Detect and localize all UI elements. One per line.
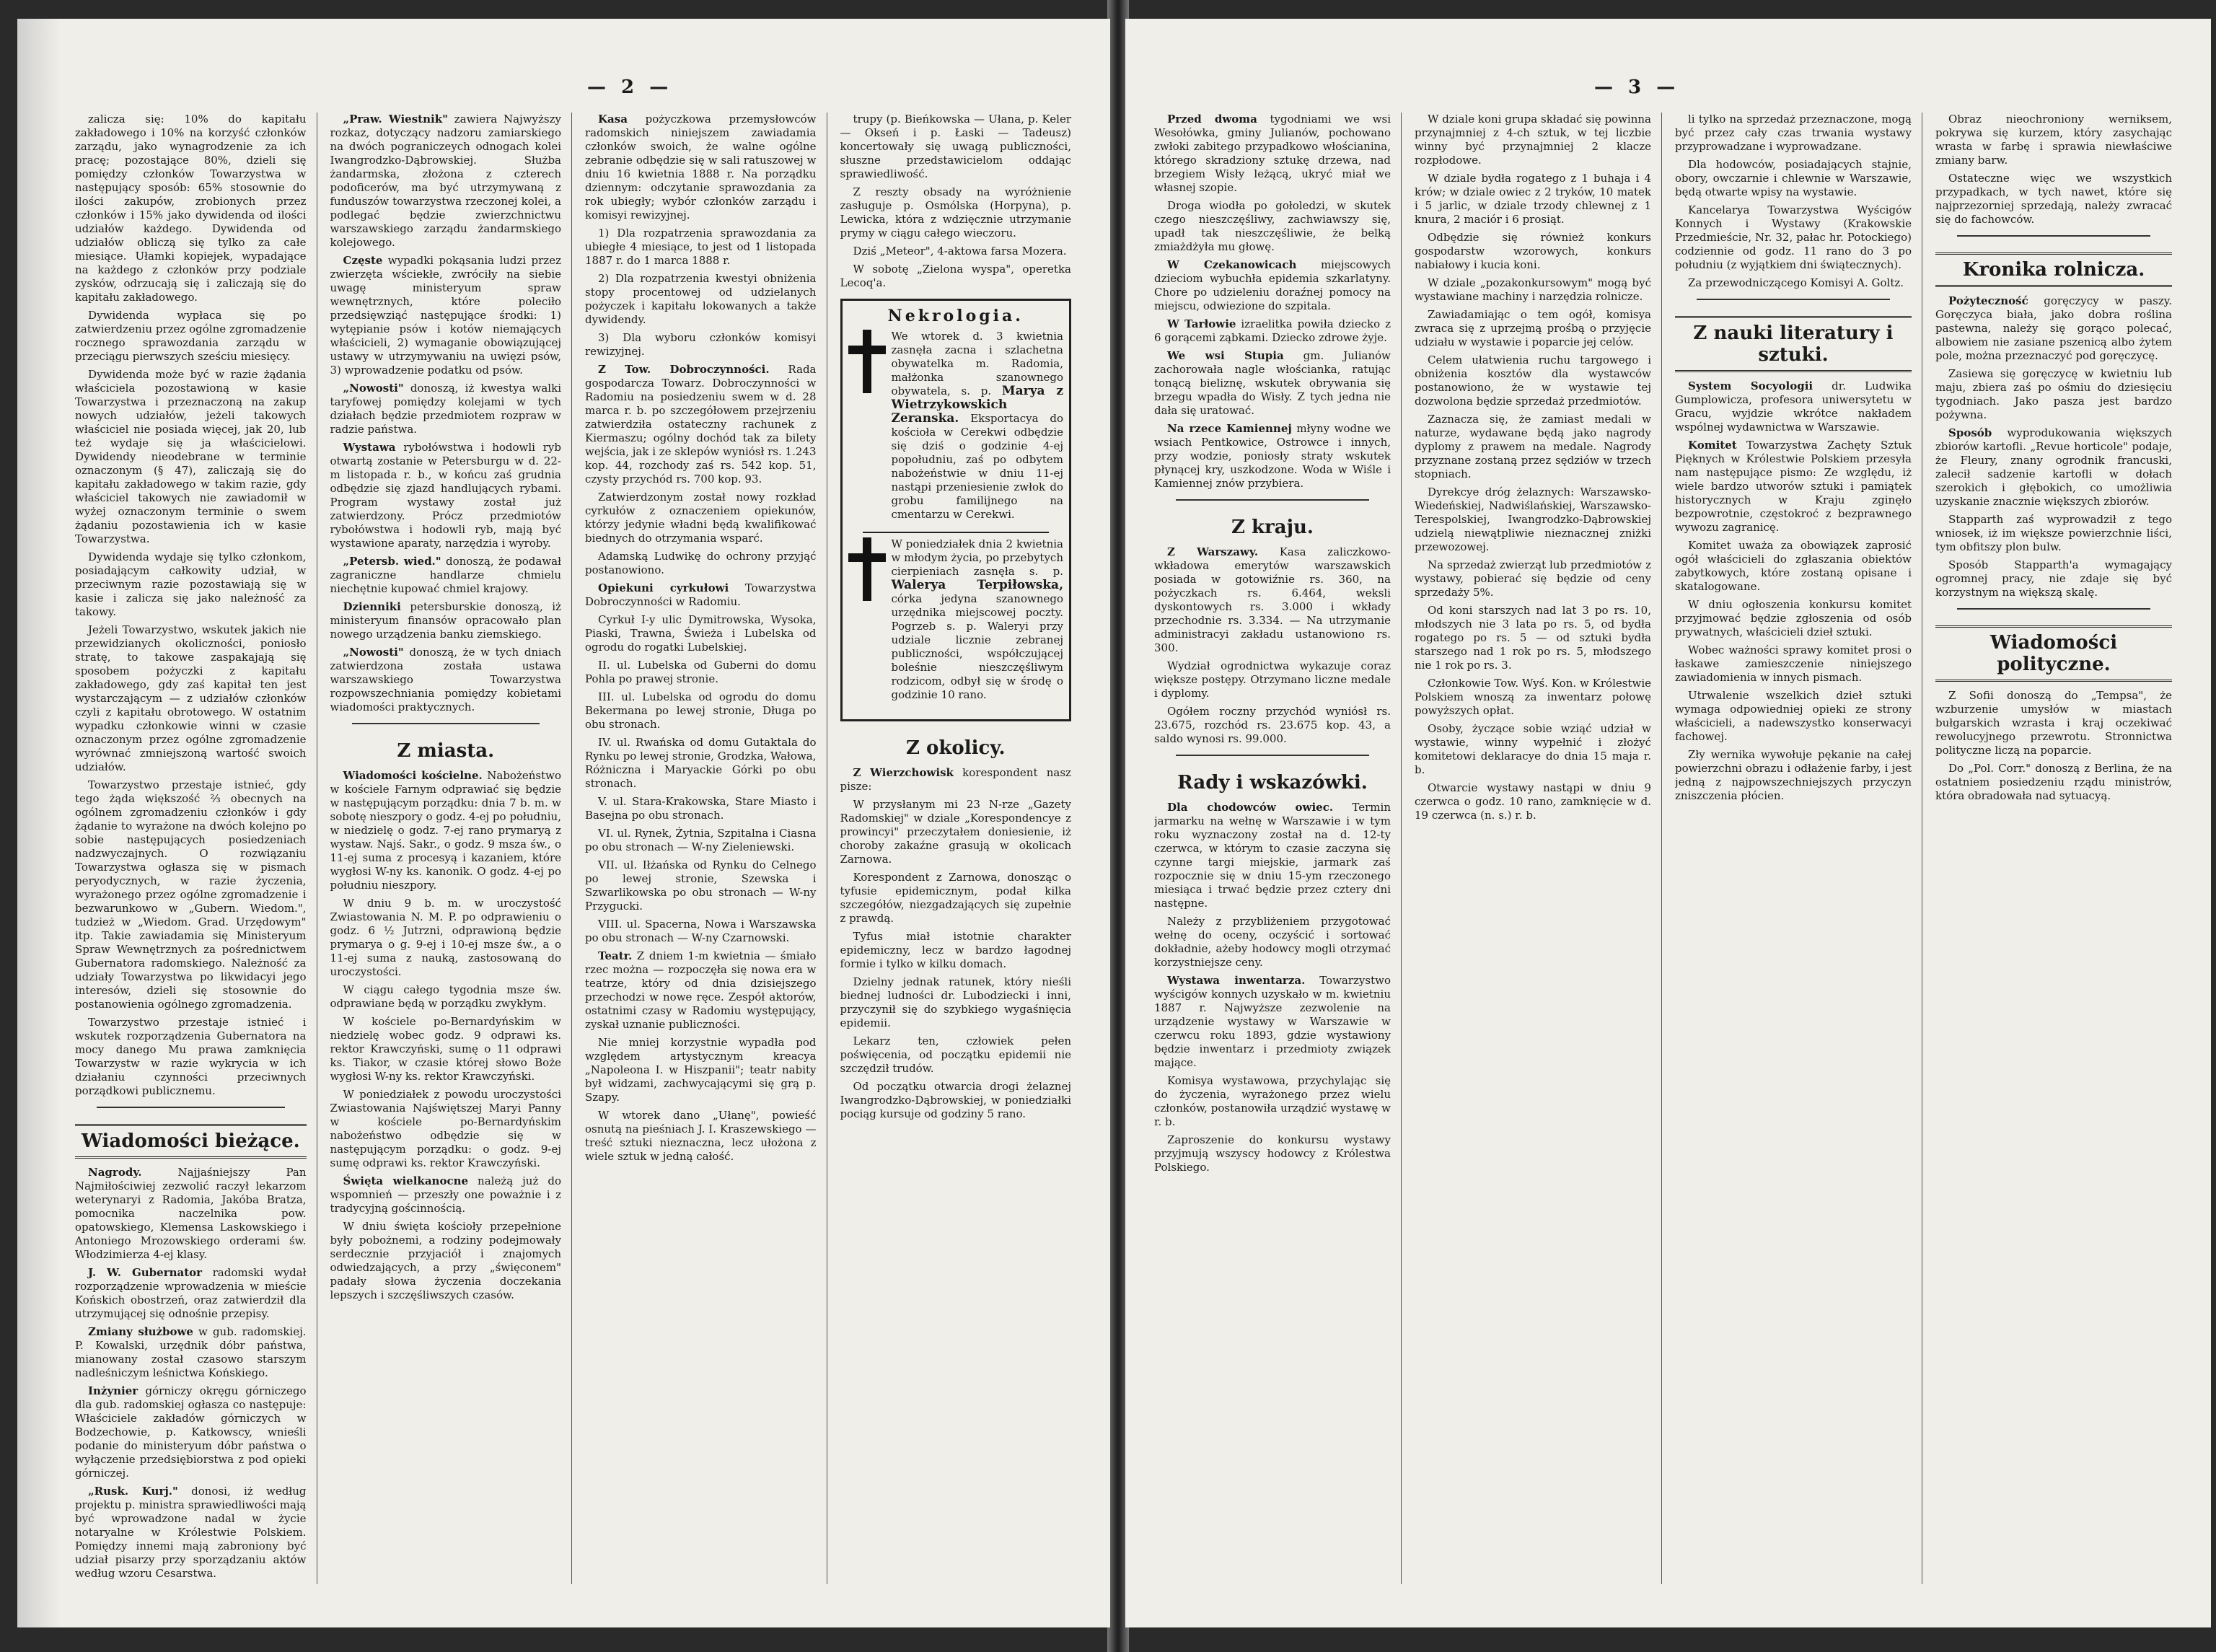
- article-text: Za przewodniczącego Komisyi A. Goltz.: [1688, 276, 1904, 289]
- article-lead: Teatr.: [598, 949, 633, 962]
- article-text: Otwarcie wystawy nastąpi w dniu 9 czerwca o godz. 10 rano, zamknięcie w d. 19 czerwca (n. s.) r. b.: [1415, 781, 1651, 822]
- article-text: wypadki pokąsania ludzi przez zwierzęta wściekłe, zwróciły na siebie uwagę ministeryum spraw wewnętrznych, które poleciło przedsięwziąć następujące środki: 1) wytępianie psów i kotów niemających właścicieli, 2) wymaganie obowiązującej ustawy w utrzymywaniu na uwięzi psów, 3) wprowadzenie podatku od psów.: [330, 254, 561, 377]
- article-text: Towarzystwo wyścigów konnych uzyskało w m. kwietniu 1887 r. Najwyższe zezwolenie na urządzenie wystawy w Warszawie w czerwcu roku 1893, gdzie wystawiony będzie inwentarz i przedmioty związek mające.: [1154, 974, 1391, 1069]
- article-text: Dzielny jednak ratunek, który nieśli biednej ludności dr. Lubodziecki i inni, przyczynił się do szybkiego wygaśnięcia epidemii.: [840, 975, 1071, 1029]
- article-lead: Opiekuni cyrkułowi: [598, 581, 729, 594]
- article-paragraph: [1935, 172, 2172, 227]
- article-paragraph: [840, 766, 1072, 794]
- article-paragraph: [75, 1384, 307, 1480]
- article-paragraph: [1935, 294, 2172, 363]
- article-paragraph: [1675, 113, 1912, 154]
- article-paragraph: [1675, 276, 1912, 290]
- article-lead: J. W. Gubernator: [88, 1266, 203, 1279]
- section-heading-agriculture: Kronika rolnicza.: [1935, 252, 2172, 287]
- article-text: Odbędzie się również konkurs gospodarstw wzorowych, konkurs nabiałowy i kucia koni.: [1415, 231, 1651, 271]
- article-paragraph: Towarzystwo przestaje istnieć i wskutek rozporządzenia Gubernatora na mocy danego Mu prawa zamknięcia Towarzystw w razie wykrycia w ich działaniu czynności przeciwnych porządkowi publicznemu.: [75, 1016, 307, 1097]
- article-text: Ostateczne więc we wszystkich przypadkach, w tych nawet, które się najprzezorniej sprzedają, należy zwracać się do fachowców.: [1935, 172, 2172, 226]
- article-text: W dziale koni grupa składać się powinna przynajmniej z 4-ch sztuk, w tej liczbie winny być przynajmniej 2 klacze rozpłodowe.: [1415, 113, 1651, 167]
- article-lead: Nagrody.: [88, 1166, 142, 1179]
- article-paragraph: [1415, 276, 1651, 304]
- article-text: Od początku otwarcia drogi żelaznej Iwangrodzko-Dąbrowskiej, w poniedziałki pociąg kursuje od godziny 5 rano.: [840, 1080, 1071, 1120]
- article-paragraph: [330, 1220, 562, 1302]
- obituary-name: Walerya Terpiłowska,: [891, 578, 1063, 592]
- article-text: dr. Ludwika Gumplowicza, profesora uniwersytetu w Gracu, wyjdzie wkrótce nakładem wspólnej wydawnictwa w Warszawie.: [1675, 379, 1912, 434]
- obituary-entry: [848, 330, 1064, 526]
- article-paragraph: Dywidenda może być w razie żądania właściciela pozostawioną w kasie Towarzystwa i przeznaczoną na zakup nowych udziałów, jeżeli takowych właściciel nie posiada więcej, jak 20, lub też wydaje się ja właścicielowi. Dywidendy nieodebrane w terminie oznaczonym (§ 47), zaliczają się do kapitału zakładowego w takim razie, gdy właściciel takowych nie zawiadomił w wyżej oznaczonym terminie o swem żądaniu pozostawienia ich w kasie Towarzystwa.: [75, 368, 307, 545]
- right-col-2: [1415, 113, 1662, 1584]
- article-paragraph: Jeżeli Towarzystwo, wskutek jakich nie przewidzianych okoliczności, poniosło stratę, to takowe zaspakajają się sposobem pożyczki z kapitału zakładowego, gdy zaś kapitał ten jest wystarczającym — z udziałów członków czyli z kapitału obrotowego. W ostatnim wypadku członkowie winni w czasie oznaczonym przez ogólne zgromadzenie wyrównać zmniejszoną wartość swoich udziałów.: [75, 623, 307, 773]
- article-paragraph: [330, 555, 562, 596]
- article-text: petersburskie donoszą, iż ministeryum finansów opracowało plan nowego urządzenia banku ziemskiego.: [330, 600, 561, 641]
- right-page: [1125, 19, 2211, 1627]
- article-paragraph: [1935, 426, 2172, 509]
- article-lead: W Tarłowie: [1167, 317, 1236, 330]
- article-lead: W Czekanowicach: [1167, 258, 1297, 271]
- article-text: Droga wiodła po gołoledzi, w skutek czego nieszczęśliwy, zachwiawszy się, upadł tak nieszczęśliwie, że belką zmiażdżyła mu głowę.: [1154, 199, 1391, 253]
- article-paragraph: [1415, 113, 1651, 167]
- article-text: Zawiadamiając o tem ogół, komisya zwraca się z uprzejmą prośbą o przyjęcie udziału w wystawie i poparcie jej celów.: [1415, 308, 1651, 348]
- article-text: donoszą, że w tych dniach zatwierdzona została ustawa warszawskiego Towarzystwa rozpowszechniania pomiędzy kobietami wiadomości praktycznych.: [330, 646, 561, 713]
- article-paragraph: [1675, 439, 1912, 535]
- article-text: Towarzystwa Zachęty Sztuk Pięknych w Królestwie Polskiem przesyła nam następujące pismo: Ze względu, iż wiele bardzo utworów sztuki i pamiątek historycznych w Kraju zginęło bezpowrotnie, częstokroć z bezprawnego wywozu zagranicę.: [1675, 439, 1912, 534]
- left-col-4: [840, 113, 1082, 1584]
- section-divider: [97, 1107, 285, 1108]
- article-paragraph: [1675, 203, 1912, 272]
- article-paragraph: [1675, 158, 1912, 199]
- article-text: Najjaśniejszy Pan Najmiłościwiej zezwolić raczył lekarzom weterynaryi z Radomia, Jakóba Bratza, pomocnika naczelnika pow. opatowskiego, Klemensa Laskowskiego i Antoniego Mrozowskiego orderami św. Włodzimierza 4-ej klasy.: [75, 1166, 307, 1261]
- article-lead: Wystawa inwentarza.: [1167, 974, 1306, 987]
- article-paragraph: [585, 363, 817, 486]
- article-text: Obraz nieochroniony werniksem, pokrywa się kurzem, który zasychając wrasta w farbę i sprawia niewłaściwe zmiany barw.: [1935, 113, 2172, 167]
- article-lead: Z Wierzchowisk: [853, 766, 954, 779]
- article-text: rybołówstwa i hodowli ryb otwartą zostanie w Petersburgu w d. 22-m listopada r. b., w końcu zaś grudnia odbędzie się zjazd handlujących rybami. Program wystawy został już zatwierdzony. Prócz przedmiotów rybołówstwa i hodowli ryb, mają być wystawione aparaty, narzędzia i wyroby.: [330, 441, 561, 550]
- article-text: należą już do wspomnień — przeszły one poważnie i z tradycyjną gościnnością.: [330, 1174, 561, 1215]
- article-paragraph: [585, 491, 817, 545]
- article-paragraph: [1154, 113, 1391, 195]
- article-text: Członkowie Tow. Wyś. Kon. w Królestwie Polskiem wnoszą za inwentarz połowę powyższych opłat.: [1415, 677, 1651, 717]
- article-paragraph: [1675, 379, 1912, 434]
- article-text: W przysłanym mi 23 N-rze „Gazety Radomskiej" w dziale „Korespondencye z prowincyi" przeczytałem doniesienie, iż choroby zakaźne grasują w okolicach Zarnowa.: [840, 798, 1071, 866]
- article-paragraph: [75, 1266, 307, 1321]
- section-heading-country: Z kraju.: [1231, 517, 1314, 538]
- article-lead: Z Tow. Dobroczynności.: [598, 363, 770, 376]
- article-text: II. ul. Lubelska od Guberni do domu Pohla po prawej stronie.: [585, 659, 817, 685]
- obituary-intro: W poniedziałek dnia 2 kwietnia w młodym życia, po przebytych cierpieniach zasnęła s. p.: [891, 537, 1063, 578]
- article-lead: Sposób: [1948, 426, 1992, 439]
- article-text: korespondent nasz pisze:: [840, 766, 1071, 793]
- article-text: Od koni starszych nad lat 3 po rs. 10, młodszych nie 3 lata po rs. 5, od bydła rogatego po rs. 5 — od sztuki bydła starszego nad 1 rok po rs. 5, młodszego nie 1 rok po rs. 3.: [1415, 604, 1651, 672]
- article-paragraph: [585, 918, 817, 945]
- section-divider: [1176, 499, 1369, 501]
- article-paragraph: [1154, 801, 1391, 910]
- article-text: Cyrkuł I-y ulic Dymitrowska, Wysoka, Piaski, Trawna, Świeża i Lubelska od ogrodu do rogatki Lubelskiej.: [585, 613, 817, 654]
- article-lead: Kasa: [598, 113, 628, 126]
- section-divider: [1957, 235, 2150, 237]
- article-paragraph: [330, 1174, 562, 1216]
- article-text: zawiera Najwyższy rozkaz, dotyczący nadzoru zamiarskiego na dwóch pograniczeych odnogach kolei Iwangrodzko-Dąbrowskiej. Służba żandarmska, złożona z czterech podoficerów, ma być utrzymywaną z funduszów towarzystwa rzeczonej kolei, a podlegać będzie zwierzchnictwu warszawskiego zarządu żandarmskiego kolejowego.: [330, 113, 561, 249]
- article-text: Wydział ogrodnictwa wykazuje coraz większe postępy. Otrzymano liczne medale i dyplomy.: [1154, 659, 1391, 700]
- article-text: Lekarz ten, człowiek pełen poświęcenia, od początku epidemii nie szczędził trudów.: [840, 1034, 1071, 1075]
- obituary-text: [892, 330, 1064, 522]
- article-paragraph: [1154, 349, 1391, 418]
- right-col-3: [1675, 113, 1922, 1584]
- article-text: W dziale „pozakonkursowym" mogą być wystawiane machiny i narzędzia rolnicze.: [1415, 276, 1651, 303]
- article-lead: „Petersb. wied.": [343, 555, 441, 568]
- article-paragraph: [1415, 604, 1651, 672]
- article-paragraph: [1154, 317, 1391, 345]
- article-text: 2) Dla rozpatrzenia kwestyi obniżenia stopy procentowej od udzielanych pożyczek i kapitału lokowanych a także dywidendy.: [585, 272, 817, 326]
- article-paragraph: [1154, 422, 1391, 491]
- section-divider: [352, 723, 540, 724]
- right-col-1: [1154, 113, 1402, 1584]
- article-paragraph: [585, 613, 817, 654]
- article-text: Dziś „Meteor", 4-aktowa farsa Mozera.: [853, 245, 1067, 258]
- article-text: W dziale bydła rogatego z 1 buhaja i 4 krów; w dziale owiec z 2 tryków, 10 matek i 5 jarlic, w dziale trzody chlewnej z 1 knura, 2 maciór i 6 prosiąt.: [1415, 172, 1651, 226]
- article-text: trupy (p. Bieńkowska — Ułana, p. Keler — Okseń i p. Łaski — Tadeusz) koncertowały się uwagą publiczności, słuszne przedstawicielom oddając sprawiedliwość.: [840, 113, 1071, 180]
- article-paragraph: [585, 949, 817, 1032]
- right-col-4: [1935, 113, 2182, 1584]
- article-paragraph: zalicza się: 10% do kapitału zakładowego i 10% na korzyść członków zarządu, jako wynagrodzenie za ich pracę; pozostające 80%, dzieli się pomiędzy członków Towarzystwa w następujący sposób: 65% stosownie do ilości zakupów, zrobionych przez członków i 15% jako dywidenda od ilości udziałów każdego. Dywidenda od udziałów obliczą się tylko za całe miesiące. Ułamki kopiejek, wypadające na każdego z członków przy podziale zysków, odrzucają się i zaliczają się do kapitału zakładowego.: [75, 113, 307, 304]
- article-text: VIII. ul. Spacerna, Nowa i Warszawska po obu stronach — W-ny Czarnowski.: [585, 918, 817, 944]
- article-paragraph: [330, 897, 562, 979]
- article-text: wyprodukowania większych zbiorów kartofli. „Revue horticole" podaje, że Fleury, znany ogrodnik francuski, zalecił sadzenie kartofli w dołach szerokich i głębokich, co umożliwia uzyskanie znacznie większych zbiorów.: [1935, 426, 2172, 508]
- article-text: w gub. radomskiej. P. Kowalski, urzędnik dóbr państwa, mianowany został czasowo starszym nadleśniczym leśnictwa Końskiego.: [75, 1325, 307, 1379]
- article-lead: Inżynier: [88, 1384, 138, 1397]
- article-paragraph: Towarzystwo przestaje istnieć, gdy tego żąda większość ⅔ obecnych na ogólnem zgromadzeniu członków i gdy żądanie to wyrażone na dwóch kolejno po sobie następujących posiedzeniach nadzwyczajnych. O rozwiązaniu Towarzystwa ogłasza się w pismach peryodycznych, w razie życzenia, wyrażonego przez ogólne zgromadzenie i bezwarunkowo w „Gubern. Wiedom.", tudzież w „Wiedom. Grad. Urzędowym" itp. Takie zawiadamia się Ministeryum Spraw Wewnętrznych za pośrednictwem Gubernatora radomskiego. Należność za udziały Towarzystwa po likwidacyi jego interesów, dzieli się stosownie do postanowienia ogólnego zgromadzenia.: [75, 778, 307, 1011]
- article-paragraph: [840, 263, 1072, 290]
- article-lead: Święta wielkanocne: [343, 1174, 469, 1187]
- article-paragraph: [1415, 172, 1651, 227]
- section-divider: [1957, 608, 2150, 610]
- section-heading-current-news: Wiadomości bieżące.: [75, 1124, 307, 1159]
- article-paragraph: [1154, 1133, 1391, 1174]
- article-paragraph: [585, 827, 817, 854]
- article-paragraph: [1675, 689, 1912, 744]
- section-heading-political-news: Wiadomości polityczne.: [1935, 625, 2172, 682]
- article-lead: Pożyteczność: [1948, 294, 2028, 307]
- section-heading-surroundings: Z okolicy.: [906, 737, 1006, 759]
- article-text: li tylko na sprzedaż przeznaczone, mogą być przez cały czas trwania wystawy przyprowadzane i wyprowadzane.: [1675, 113, 1912, 153]
- article-text: miejscowych dzieciom wybuchła epidemia szkarlatyny. Chore po udzieleniu doraźnej pomocy na miejscu, odwiezione do szpitala.: [1154, 258, 1391, 312]
- article-text: Osoby, życzące sobie wziąć udział w wystawie, winny wypełnić i złożyć komitetowi deklaracye do dnia 15 maja r. b.: [1415, 722, 1651, 776]
- article-paragraph: [840, 798, 1072, 866]
- article-paragraph: [1415, 558, 1651, 599]
- article-paragraph: [1675, 748, 1912, 803]
- article-text: W dniu 9 b. m. w uroczystość Zwiastowania N. M. P. po odprawieniu o godz. 6 ½ Jutrzni, odprawioną będzie prymarya o g. 9-ej i 10-ej msze św., a o 11-ej suma z nauką, zastosowaną do uroczystości.: [330, 897, 561, 978]
- article-paragraph: [585, 272, 817, 327]
- article-paragraph: [330, 600, 562, 641]
- article-paragraph: [1154, 705, 1391, 746]
- article-paragraph: [585, 1036, 817, 1104]
- article-text: Zasiewa się goręczycę w kwietniu lub maju, zbiera zaś po ośmiu do dziesięciu tygodniach. Jako pasza jest bardzo pożywna.: [1935, 367, 2172, 421]
- section-divider: [1697, 299, 1890, 300]
- article-paragraph: [1415, 677, 1651, 718]
- article-paragraph: [585, 795, 817, 822]
- article-paragraph: [1935, 558, 2172, 599]
- article-paragraph: [1154, 915, 1391, 970]
- article-text: W poniedziałek z powodu uroczystości Zwiastowania Najświętszej Maryi Panny w kościele po-Bernardyńskim nabożeństwo odbędzie się w następującym porządku: o godz. 9-ej sumę odprawi ks. rektor Krawczyński.: [330, 1088, 561, 1169]
- section-heading-advice: Rady i wskazówki.: [1177, 772, 1368, 794]
- article-text: W ciągu całego tygodnia msze św. odprawiane będą w porządku zwykłym.: [330, 983, 561, 1010]
- article-text: 1) Dla rozpatrzenia sprawozdania za ubiegłe 4 miesiące, to jest od 1 listopada 1887 r. do 1 marca 1888 r.: [585, 227, 817, 267]
- article-paragraph: [330, 769, 562, 892]
- article-lead: „Nowosti": [343, 646, 404, 659]
- article-lead: „Praw. Wiestnik": [343, 113, 448, 126]
- article-lead: Wystawa: [343, 441, 396, 454]
- article-paragraph: [840, 930, 1072, 971]
- right-page-columns: [1154, 113, 2182, 1584]
- article-text: Komisya wystawowa, przychylając się do życzenia, wyrażonego przez wielu członków, postanowiła urządzić wystawę w r. b.: [1154, 1074, 1391, 1128]
- article-paragraph: [1415, 781, 1651, 822]
- article-text: Komitet uważa za obowiązek zaprosić ogół właścicieli do zgłaszania obiektów zabytkowych, które zostaną opisane i skatalogowane.: [1675, 539, 1912, 593]
- article-text: młyny wodne we wsiach Pentkowice, Ostrowce i innych, przy wodzie, poniosły straty wskutek płynącej kry, uszkodzone. Woda w Wiśle i Kamiennej znów przybiera.: [1154, 422, 1391, 490]
- article-text: donoszą, że podawał zagraniczne handlarze chmielu niechętnie kupować chmiel krajowy.: [330, 555, 561, 595]
- article-text: górniczy okręgu górniczego dla gub. radomskiej ogłasza co następuje: Właściciele zakładów górniczych w Bodzechowie, p. Katkowscy, wnieśli podanie do ministeryum dóbr państwa o wyłączenie przedsiębiorstwa z pod opieki górniczej.: [75, 1384, 307, 1480]
- article-paragraph: [1675, 643, 1912, 685]
- left-col-3: [585, 113, 827, 1584]
- left-col-2: [330, 113, 573, 1584]
- article-paragraph: [1154, 199, 1391, 254]
- article-lead: We wsi Stupia: [1167, 349, 1284, 362]
- article-text: W dniu święta kościoły przepełnione były pobożnemi, a rodziny podejmowały serdecznie przyjaciół i znajomych odwiedzających, a przy „święconem" padały słowa życzenia doczekania lepszych i szczęśliwszych czasów.: [330, 1220, 561, 1301]
- article-paragraph: [585, 331, 817, 359]
- article-paragraph: [585, 690, 817, 731]
- article-text: Na sprzedaż zwierząt lub przedmiotów z wystawy, pobierać się będzie od ceny sprzedaży 5%.: [1415, 558, 1651, 599]
- article-paragraph: [330, 441, 562, 550]
- article-paragraph: [840, 975, 1072, 1030]
- obituary-details: Eksportacya do kościoła w Cerekwi odbędzie się dziś o godzinie 4-ej popołudniu, zaś po odbytem nabożeństwie w dniu 11-ej nastąpi przeniesienie zwłok do grobu familijnego na cmentarzu w Cerekwi.: [891, 412, 1063, 521]
- article-text: III. ul. Lubelska od ogrodu do domu Bekermana po lewej stronie, Długa po obu stronach.: [585, 690, 817, 731]
- article-text: goręczycy w paszy. Goręczyca biała, jako dobra roślina pastewna, należy się gorąco polecać, albowiem nie zasiane pszenicą albo żytem pole, można przeznaczyć pod goręczycę.: [1935, 294, 2172, 362]
- section-heading-science-literature-art: Z nauki literatury i sztuki.: [1675, 316, 1912, 372]
- article-text: gm. Julianów zachorowała nagle włościanka, ratując tonącą bieliznę, wskutek obrywania się brzegu wpadła do Wisły. Z tych jedna nie dała się uratować.: [1154, 349, 1391, 417]
- article-paragraph: [585, 227, 817, 268]
- left-col-1: [75, 113, 317, 1584]
- article-paragraph: Dywidenda wypłaca się po zatwierdzeniu przez ogólne zgromadzenie rocznego sprawozdania zarządu w przeciągu pierwszych sześciu miesięcy.: [75, 309, 307, 363]
- article-paragraph: [1415, 486, 1651, 554]
- article-text: VII. ul. Iłżańska od Rynku do Celnego po lewej stronie, Szewska i Szwarlikowska po obu stronach — W-ny Przygucki.: [585, 858, 817, 913]
- article-paragraph: [330, 1015, 562, 1084]
- article-paragraph: [1675, 539, 1912, 594]
- article-text: Ogółem roczny przychód wyniósł rs. 23.675, rozchód rs. 23.675 kop. 43, a saldo wynosi rs. 99.000.: [1154, 705, 1391, 745]
- article-paragraph: [1415, 308, 1651, 349]
- article-text: Zatwierdzonym został nowy rozkład cyrkułów z oznaczeniem opiekunów, którzy jedynie władni będą kwalifikować biednych do otrzymania wsparć.: [585, 491, 817, 545]
- article-lead: Częste: [343, 254, 383, 267]
- article-text: VI. ul. Rynek, Żytnia, Szpitalna i Ciasna po obu stronach — W-ny Zieleniewski.: [585, 827, 817, 853]
- article-lead: Przed dwoma: [1167, 113, 1257, 126]
- article-text: radomski wydał rozporządzenie wprowadzenia w mieście Końskich obostrzeń, oraz zatwierdził dla utrzymującej się odnośnie przepisy.: [75, 1266, 307, 1320]
- left-page-columns: [75, 113, 1081, 1584]
- article-text: Należy z przybliżeniem przygotować wełnę do oceny, oczyścić i sortować dokładnie, ażeby hodowcy mogli otrzymać korzystniejsze ceny.: [1154, 915, 1391, 969]
- obituary-name: Marya z Wietrzykowskich Zeranska.: [891, 384, 1063, 426]
- article-paragraph: [840, 1080, 1072, 1121]
- article-paragraph: [1935, 113, 2172, 167]
- article-text: pożyczkowa przemysłowców radomskich niniejszem zawiadamia członków swoich, że walne ogólne zebranie odbędzie się w sali ratuszowej w dniu 16 kwietnia 1888 r. Na porządku dziennym: odczytanie sprawozdania za rok ubiegły; wybór członków zarządu i komisyi rewizyjnej.: [585, 113, 817, 221]
- article-lead: System Socyologii: [1688, 379, 1813, 392]
- article-text: 3) Dla wyboru członków komisyi rewizyjnej.: [585, 331, 817, 358]
- article-paragraph: [1415, 722, 1651, 777]
- article-text: Z Sofii donoszą do „Tempsa", że wzburzenie umysłów w miastach bułgarskich wzrasta i kraj oczekiwać rewolucyjnego przewrotu. Stronnictwa polityczne liczą na poparcie.: [1935, 689, 2172, 757]
- article-text: Celem ułatwienia ruchu targowego i obniżenia kosztów dla wystawców postanowiono, że w wystawie tej dozwolona będzie sprzedaż przedmiotów.: [1415, 353, 1651, 408]
- article-paragraph: [330, 983, 562, 1011]
- article-paragraph: [840, 113, 1072, 181]
- article-text: Kasa zaliczkowo-wkładowa emerytów warszawskich posiada w gotowiźnie rs. 360, na pożyczkach rs. 6.464, weksli dyskontowych rs. 3.000 i wkłady przechodnie rs. 3.334. — Na utrzymanie administracyi zakładu ustanowiono rs. 300.: [1154, 545, 1391, 654]
- article-paragraph: [585, 113, 817, 222]
- article-text: Sposób Stapparth'a wymagający ogromnej pracy, nie zdaje się być korzystnym na większą skalę.: [1935, 558, 2172, 599]
- article-lead: Zmiany służbowe: [88, 1325, 193, 1338]
- article-text: Zły wernika wywołuje pękanie na całej powierzchni obrazu i odłażenie farby, i jest jedną z najpowszechniejszych przyczyn zniszczenia płócien.: [1675, 748, 1912, 802]
- article-paragraph: [1415, 353, 1651, 408]
- article-paragraph: [1154, 974, 1391, 1070]
- article-paragraph: [585, 858, 817, 913]
- article-paragraph: [840, 871, 1072, 926]
- obituary-intro: We wtorek d. 3 kwietnia zasnęła zacna i szlachetna obywatelka m. Radomia, małżonka szanownego obywatela, s. p.: [891, 330, 1063, 397]
- article-text: Termin jarmarku na wełnę w Warszawie i w tym roku wyznaczony został na d. 12-ty czerwca, w którym to czasie zaczyna się czynne targi miejskie, jarmark zaś rozpocznie się w dniu 15-ym rzeczonego miesiąca i trwać będzie przez cztery dni następne.: [1154, 801, 1391, 910]
- article-paragraph: [330, 113, 562, 250]
- obituary-entry: [848, 537, 1064, 706]
- obituary-text: [892, 537, 1064, 702]
- article-lead: „Nowosti": [343, 382, 404, 395]
- article-paragraph: [585, 1109, 817, 1164]
- article-paragraph: [75, 1485, 307, 1581]
- article-lead: Komitet: [1688, 439, 1737, 452]
- article-lead: Z Warszawy.: [1167, 545, 1259, 558]
- article-paragraph: [585, 550, 817, 577]
- article-paragraph: [330, 1088, 562, 1170]
- page-number-right: — 3 —: [1594, 76, 1680, 98]
- article-paragraph: [840, 245, 1072, 258]
- article-text: Dyrekcye dróg żelaznych: Warszawsko-Wiedeńskiej, Nadwiślańskiej, Warszawsko-Terespolskiej, Iwangrodzko-Dąbrowskiej udzielą niewątpliwie nieznacznej zniżki przewozowej.: [1415, 486, 1651, 553]
- article-text: Wobec ważności sprawy komitet prosi o łaskawe zamieszczenie niniejszego zawiadomienia w innych pismach.: [1675, 643, 1912, 684]
- article-paragraph: [1415, 231, 1651, 272]
- article-text: tygodniami we wsi Wesołówka, gminy Julianów, pochowano zwłoki zabitego przypadkowo włościanina, którego skradziony sztukę drzewa, nad brzegiem Wisły leżącą, ukryć miał we własnej szopie.: [1154, 113, 1391, 194]
- article-text: V. ul. Stara-Krakowska, Stare Miasto i Basejna po obu stronach.: [585, 795, 817, 822]
- article-text: IV. ul. Rwańska od domu Gutaktala do Rynku po lewej stronie, Grodzka, Wałowa, Różniczna i Maryackie Górki po obu stronach.: [585, 736, 817, 790]
- article-text: Kancelarya Towarzystwa Wyścigów Konnych i Wystawy (Krakowskie Przedmieście, Nr. 32, pałac hr. Potockiego) codziennie od godz. 11 rano do 3 po południu (z wyjątkiem dni świątecznych).: [1675, 203, 1912, 271]
- article-paragraph: [75, 1166, 307, 1262]
- cross-icon: [848, 537, 886, 601]
- article-text: donosi, iż według projektu p. ministra sprawiedliwości mają być wprowadzone nadal w życie notaryalne w Królestwie Polskiem. Pomiędzy innemi mają zabroniony być udział pisarzy przy sporządzaniu aktów według wzoru Cesarstwa.: [75, 1485, 307, 1580]
- article-text: donoszą, iż kwestya walki taryfowej pomiędzy kolejami w tych działach będzie przedmiotem rozpraw w radzie państwa.: [330, 382, 561, 436]
- article-paragraph: [330, 382, 562, 436]
- article-paragraph: [1935, 367, 2172, 422]
- article-paragraph: [1154, 1074, 1391, 1129]
- article-text: Z reszty obsady na wyróżnienie zasługuje p. Osmólska (Horpyna), p. Lewicka, która z wdzięcznie utrzymanie prymy w ciągu całego wieczoru.: [840, 185, 1071, 240]
- article-lead: Na rzece Kamiennej: [1167, 422, 1292, 435]
- article-paragraph: [1154, 659, 1391, 700]
- article-text: Towarzystwa Dobroczynności w Radomiu.: [585, 581, 817, 608]
- article-text: Do „Pol. Corr." donoszą z Berlina, że na ostatniem posiedzeniu rządu ministrów, która obradowała nad sytuacyą.: [1935, 762, 2172, 802]
- article-paragraph: [75, 1325, 307, 1380]
- article-text: Nabożeństwo w kościele Farnym odprawiać się będzie w następującym porządku: dnia 7 b. m. w sobotę nieszpory o godz. 4-ej po południu, w niedzielę o godz. 7-ej rano prymaryą z wystaw. Najś. Sakr., o godz. 9 msza św., o 11-ej suma z procesyą i kazaniem, które wygłosi W-ny ks. kanonik. O godz. 4-ej po południu nieszpory.: [330, 769, 561, 892]
- article-text: Stapparth zaś wyprowadził z tego wniosek, iż im większe powierzchnie liści, tym obfitszy plon bulw.: [1935, 513, 2172, 553]
- article-text: W sobotę „Zielona wyspa", operetka Lecoq'a.: [840, 263, 1071, 289]
- obituary-box: [840, 299, 1072, 721]
- section-heading-city: Z miasta.: [397, 740, 495, 762]
- article-paragraph: [1935, 689, 2172, 757]
- article-paragraph: [1154, 545, 1391, 655]
- article-paragraph: [1675, 598, 1912, 639]
- cross-icon: [848, 330, 886, 393]
- article-paragraph: [585, 581, 817, 609]
- left-page: [17, 19, 1110, 1627]
- article-paragraph: Dywidenda wydaje się tylko członkom, posiadającym całkowity udział, w przeciwnym razie pozostawiają się w kasie i zalicza się jako należność za takowy.: [75, 550, 307, 618]
- page-number-left: — 2 —: [587, 76, 673, 98]
- article-paragraph: [585, 659, 817, 686]
- article-lead: „Rusk. Kurj.": [88, 1485, 178, 1498]
- article-paragraph: [330, 646, 562, 714]
- article-text: W kościele po-Bernardyńskim w niedzielę wobec godz. 9 odprawi ks. rektor Krawczyński, sumę o 11 odprawi ks. Tiakor, w czasie której słowo Boże wygłosi W-ny ks. rektor Krawczyński.: [330, 1015, 561, 1083]
- article-text: Tyfus miał istotnie charakter epidemiczny, lecz w bardzo łagodnej formie i tylko w kilku domach.: [840, 930, 1071, 970]
- article-text: Rada gospodarcza Towarz. Dobroczynności w Radomiu na posiedzeniu swem w d. 28 marca r. b. po szczegółowem przejrzeniu zatwierdziła ostateczny rachunek z Kiermaszu; ogólny dochód tak za bilety wejścia, jak i ze sklepów wyniósł rs. 1.243 kop. 44, rozchody zaś rs. 542 kop. 51, czysty przychód rs. 700 kop. 93.: [585, 363, 817, 486]
- section-divider: [1176, 755, 1369, 756]
- article-lead: Dla chodowców owiec.: [1167, 801, 1334, 814]
- article-text: Zaznacza się, że zamiast medali w naturze, wydawane będą jako nagrody dyplomy z prawem na medale. Nagrody przyznane zostaną przez sędziów w trzech stopniach.: [1415, 413, 1651, 480]
- article-text: Korespondent z Zarnowa, donosząc o tyfusie epidemicznym, podał kilka szczegółów, niezgadzających się zupełnie z prawdą.: [840, 871, 1071, 925]
- article-text: Utrwalenie wszelkich dzieł sztuki wymaga odpowiedniej opieki ze strony właścicieli, a nadewszystko konserwacyi fachowej.: [1675, 689, 1912, 743]
- article-paragraph: [840, 1034, 1072, 1076]
- article-text: W dniu ogłoszenia konkursu komitet przyjmować będzie zgłoszenia od osób prywatnych, właścicieli dzieł sztuki.: [1675, 598, 1912, 638]
- obituary-title: Nekrologia.: [887, 307, 1024, 325]
- article-text: Adamską Ludwikę do ochrony przyjąć postanowiono.: [585, 550, 817, 576]
- article-lead: Wiadomości kościelne.: [343, 769, 483, 782]
- obituary-details: córka jedyna szanownego urzędnika miejscowej poczty. Pogrzeb s. p. Waleryi przy udziale licznie zebranej publiczności, współczującej boleśnie nieszczęśliwym rodzicom, odbył się w środę o godzinie 10 rano.: [891, 592, 1063, 701]
- article-text: W wtorek dano „Ułanę", powieść osnutą na pieśniach J. I. Kraszewskiego — treść sztuki nieznaczna, lecz ułożona z wiele sztuk w jedną całość.: [585, 1109, 817, 1163]
- article-lead: Dzienniki: [343, 600, 401, 613]
- article-text: Dla hodowców, posiadających stajnie, obory, owczarnie i chlewnie w Warszawie, będą otwarte wpisy na wystawie.: [1675, 158, 1912, 198]
- article-paragraph: [330, 254, 562, 377]
- article-text: Z dniem 1-m kwietnia — śmiało rzec można — rozpoczęła się nowa era w teatrze, który od dnia dzisiejszego przechodzi w nowe ręce. Zespół aktorów, ostatnimi czasy w Radomiu występujący, zyskał uznanie publiczności.: [585, 949, 817, 1031]
- article-text: Nie mniej korzystnie wypadła pod względem artystycznym kreacya „Napoleona I. w Hiszpanii"; teatr nabity był widzami, zachwycającymi się grą p. Szapy.: [585, 1036, 817, 1104]
- article-paragraph: [585, 736, 817, 791]
- article-text: Zaproszenie do konkursu wystawy przyjmują wszyscy hodowcy z Królestwa Polskiego.: [1154, 1133, 1391, 1174]
- article-paragraph: [840, 185, 1072, 240]
- obituary-divider: [863, 532, 1050, 533]
- article-paragraph: [1154, 258, 1391, 313]
- article-text: izraelitka powiła dziecko z 6 gorącemi ząbkami. Dziecko zdrowe żyje.: [1154, 317, 1391, 344]
- article-paragraph: [1935, 762, 2172, 803]
- article-paragraph: [1415, 413, 1651, 481]
- article-paragraph: [1935, 513, 2172, 554]
